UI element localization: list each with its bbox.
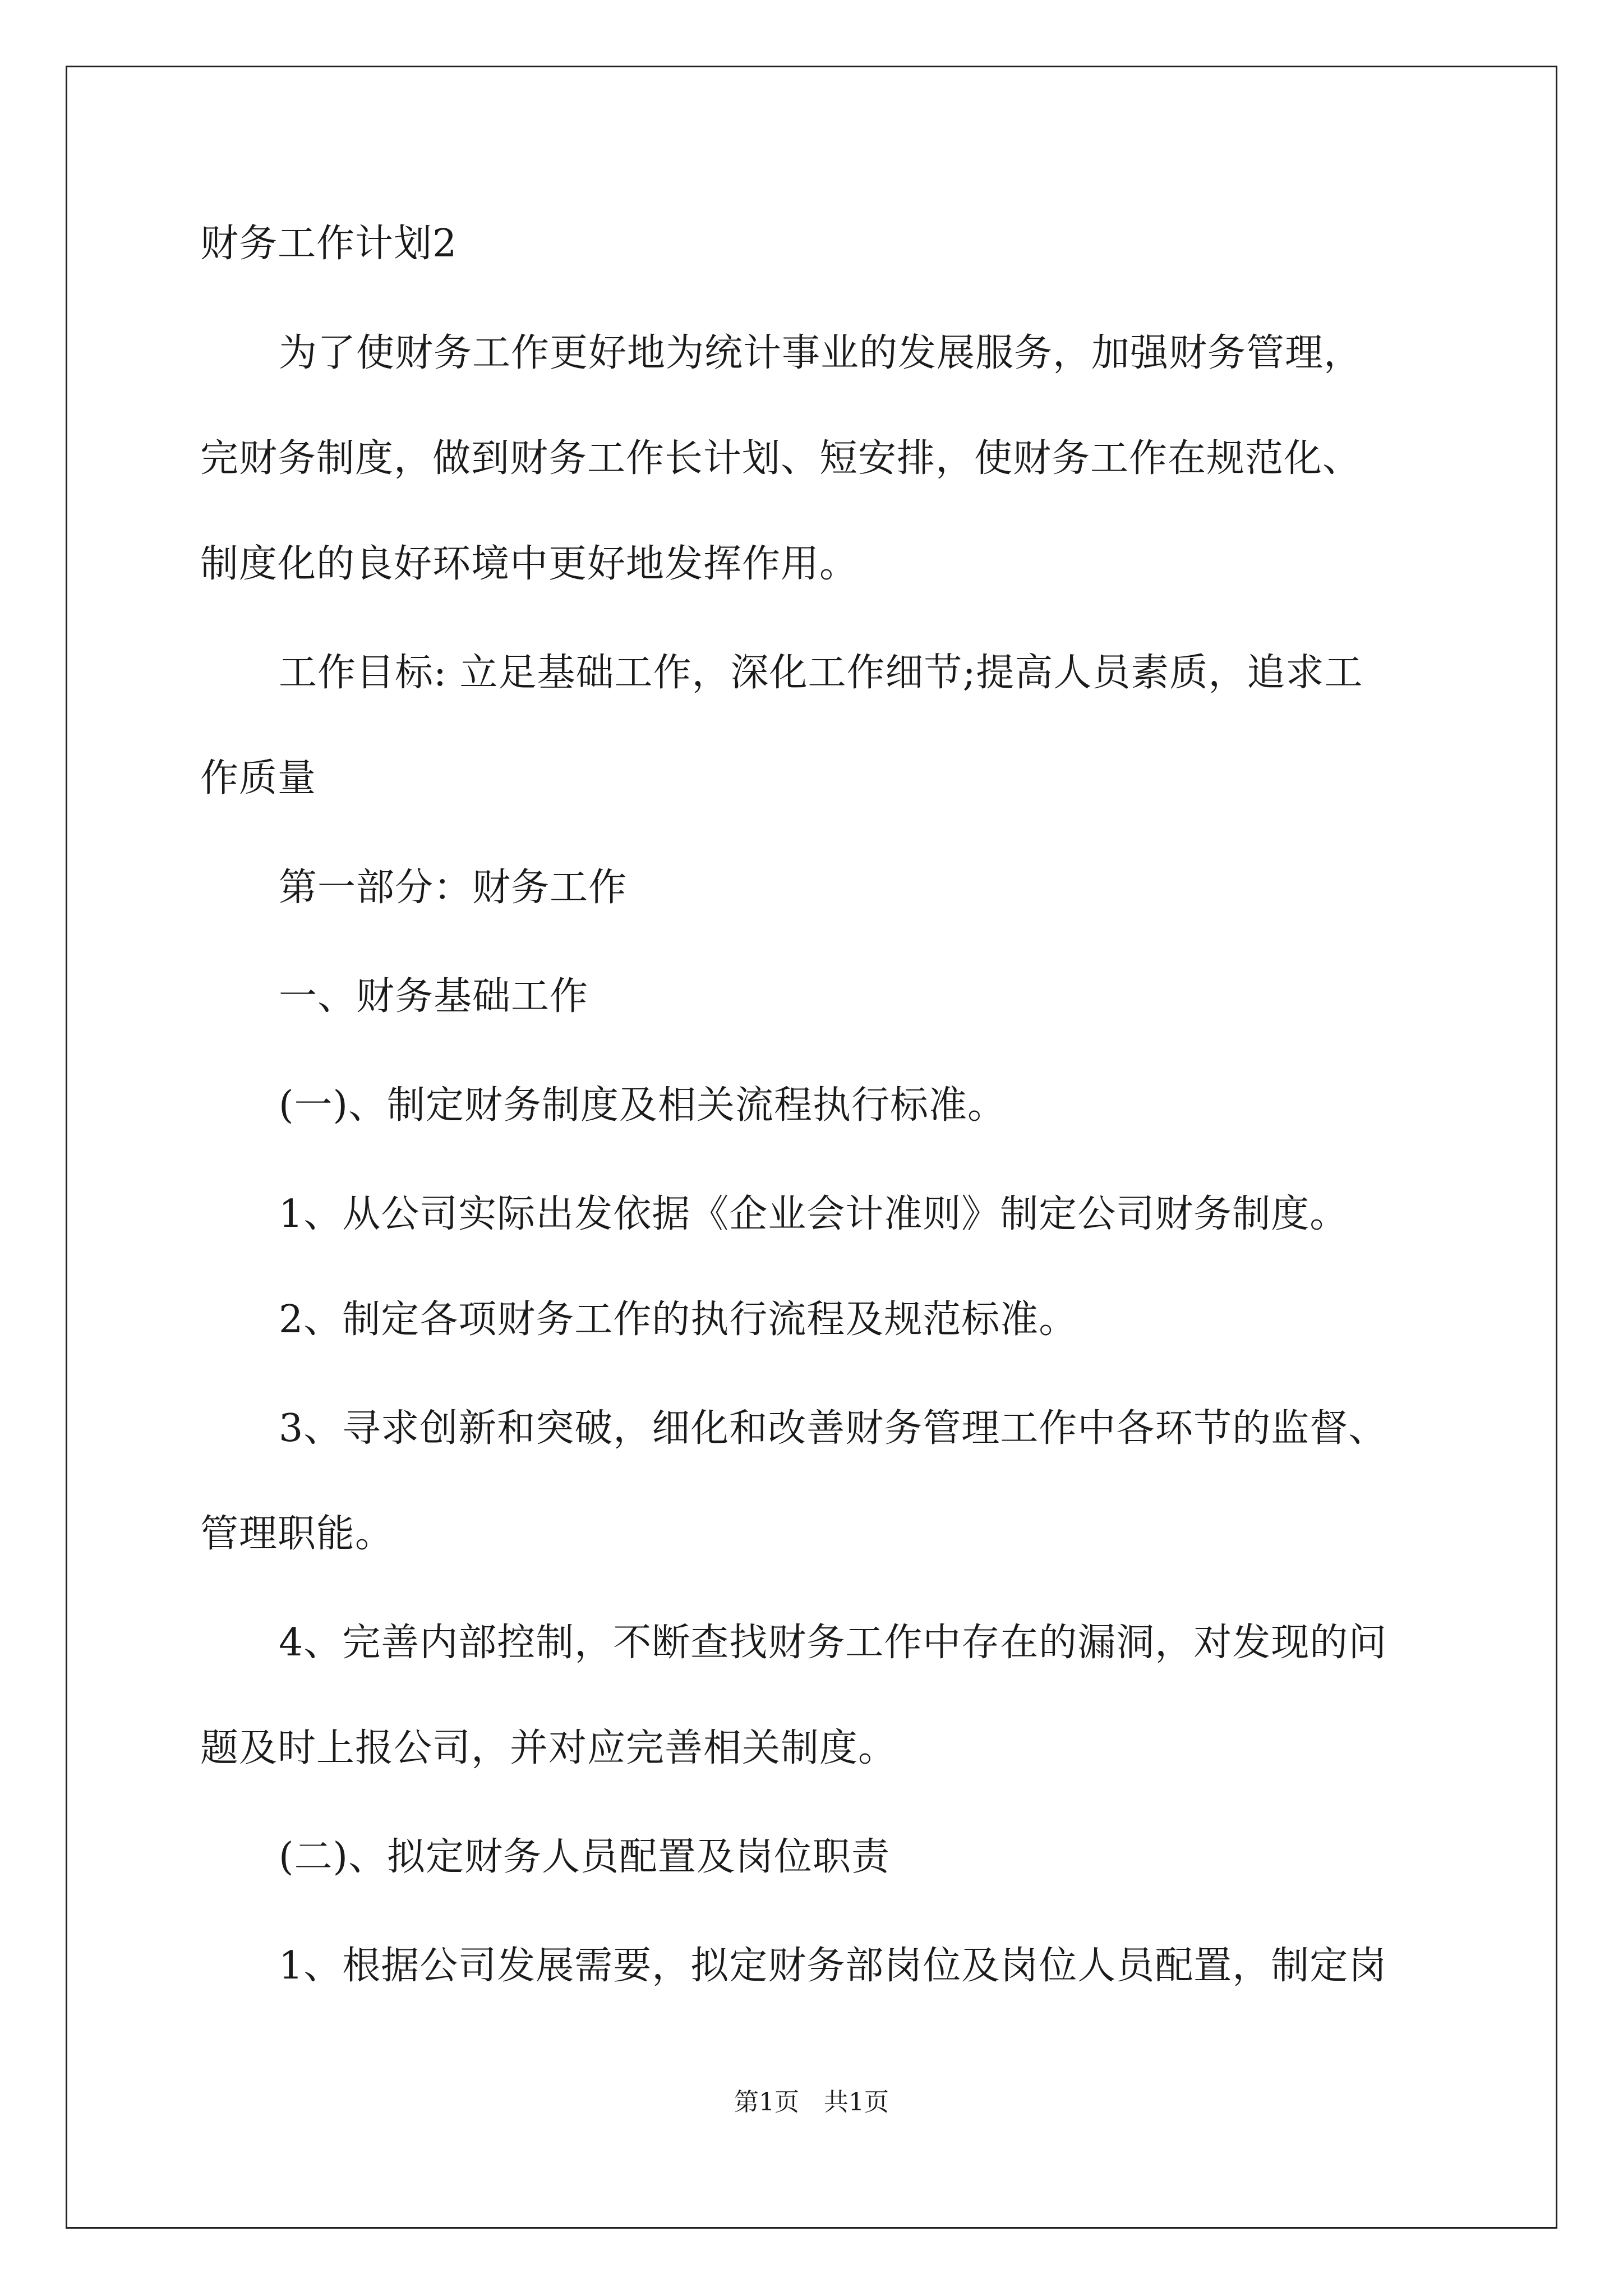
list-item: 2、制定各项财务工作的执行流程及规范标准。	[279, 1297, 1078, 1342]
list-item: 3、寻求创新和突破，细化和改善财务管理工作中各环节的监督、	[279, 1406, 1387, 1451]
document-title: 财务工作计划2	[200, 222, 458, 266]
page-border	[66, 66, 1557, 2229]
paragraph-line: 管理职能。	[200, 1512, 394, 1556]
paragraph-line: 为了使财务工作更好地为统计事业的发展服务，加强财务管理，	[279, 331, 1363, 375]
paragraph-line: 制度化的良好环境中更好地发挥作用。	[200, 542, 859, 586]
list-item: 1、根据公司发展需要，拟定财务部岗位及岗位人员配置，制定岗	[279, 1944, 1387, 1988]
paragraph-line: 题及时上报公司，并对应完善相关制度。	[200, 1726, 897, 1770]
section-heading: 第一部分：财务工作	[279, 866, 628, 910]
page-footer: 第1页 共1页	[734, 2088, 889, 2116]
subsection-heading: (二)、拟定财务人员配置及岗位职责	[279, 1835, 891, 1879]
paragraph-line: 作质量	[200, 756, 317, 800]
section-heading: 一、财务基础工作	[279, 974, 589, 1019]
paragraph-line: 工作目标: 立足基础工作，深化工作细节;提高人员素质，追求工	[279, 651, 1363, 695]
paragraph-line: 完财务制度，做到财务工作长计划、短安排，使财务工作在规范化、	[200, 436, 1362, 481]
list-item: 4、完善内部控制，不断查找财务工作中存在的漏洞，对发现的问	[279, 1621, 1387, 1665]
subsection-heading: (一)、制定财务制度及相关流程执行标准。	[279, 1083, 1007, 1128]
list-item: 1、从公司实际出发依据《企业会计准则》制定公司财务制度。	[279, 1192, 1349, 1236]
